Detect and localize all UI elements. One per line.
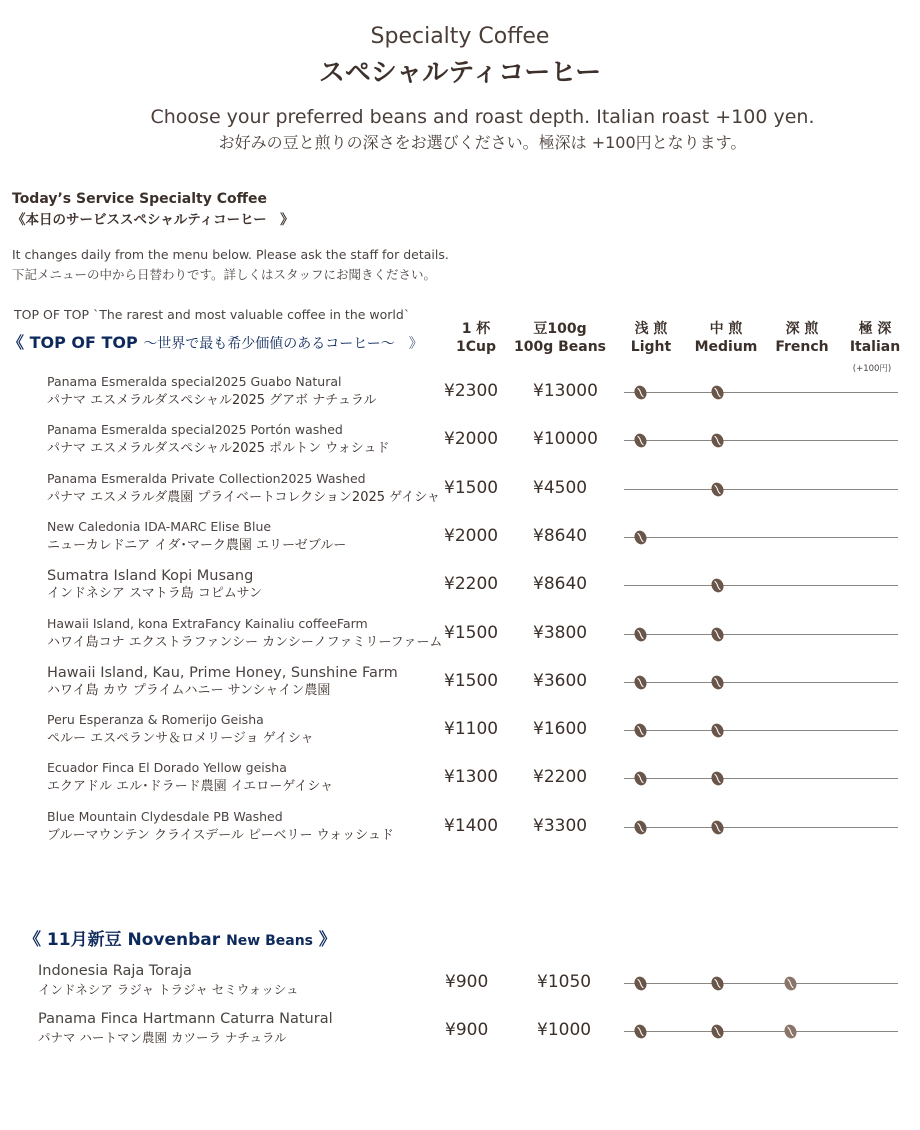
top-title-en: TOP OF TOP `The rarest and most valuable coffee in the world` <box>14 307 411 322</box>
item-price-beans: ¥8640 <box>533 526 588 546</box>
item-price-beans: ¥2200 <box>533 767 588 787</box>
item-price-cup: ¥1400 <box>444 816 499 836</box>
col-cup <box>448 320 504 356</box>
col-french <box>772 320 832 356</box>
item-price-cup: ¥1500 <box>444 671 499 691</box>
coffee-bean-icon <box>634 723 647 738</box>
col-light <box>622 320 680 356</box>
subtitle-jp: お好みの豆と煎りの深さをお選びください。極深は +100円となります。 <box>218 133 747 152</box>
col-italian-en: Italian <box>849 339 901 355</box>
col-cup-en: 1Cup <box>455 339 496 355</box>
top-title-main: 《 TOP OF TOP <box>8 333 138 352</box>
item-name-jp: ブルーマウンテン クライスデール ピーベリー ウォッシュド <box>47 828 394 843</box>
col-italian <box>845 320 905 356</box>
item-roast-line <box>624 537 898 538</box>
item-price-cup: ¥2300 <box>444 381 499 401</box>
coffee-bean-icon <box>634 1024 647 1039</box>
new-beans-title-small: New Beans <box>226 933 313 949</box>
item-name-jp: ニューカレドニア イダ･マーク農園 エリーゼブルー <box>47 538 347 553</box>
item-name-en: New Caledonia IDA-MARC Elise Blue <box>47 519 272 534</box>
item-name-en: Hawaii Island, Kau, Prime Honey, Sunshine Farm <box>47 665 398 681</box>
item-price-cup: ¥2200 <box>444 574 499 594</box>
item-price-beans: ¥13000 <box>533 381 598 401</box>
coffee-bean-icon <box>711 385 724 400</box>
item-name-en: Blue Mountain Clydesdale PB Washed <box>47 809 283 824</box>
item-price-cup: ¥1300 <box>444 767 499 787</box>
item-name-en: Panama Esmeralda special2025 Guabo Natural <box>47 374 342 389</box>
coffee-bean-icon <box>634 627 647 642</box>
item-name-jp: パナマ エスメラルダスペシャル2025 グアボ ナチュラル <box>47 393 377 408</box>
new-bean-roast-line <box>624 1031 898 1032</box>
col-italian-note: (+100円) <box>852 364 892 374</box>
item-name-jp: エクアドル エル･ドラード農園 イエローゲイシャ <box>47 779 334 794</box>
item-price-beans: ¥3300 <box>533 816 588 836</box>
item-name-en: Panama Esmeralda Private Collection2025 Washed <box>47 471 366 486</box>
col-cup-jp: 1 杯 <box>461 321 491 337</box>
item-price-beans: ¥1600 <box>533 719 588 739</box>
coffee-bean-icon <box>634 385 647 400</box>
new-bean-name-jp: インドネシア ラジャ トラジャ セミウォッシュ <box>38 982 299 997</box>
coffee-bean-icon <box>711 433 724 448</box>
section-title-jp: 《本日のサービススペシャルティコーヒー 》 <box>12 212 294 228</box>
col-light-en: Light <box>630 339 672 355</box>
item-price-beans: ¥3600 <box>533 671 588 691</box>
new-beans-title-main: 《 11月新豆 Novenbar <box>24 930 221 950</box>
coffee-bean-icon <box>711 1024 724 1039</box>
section-title-en: Today’s Service Specialty Coffee <box>12 191 267 207</box>
item-name-jp: ペルー エスペランサ＆ロメリージョ ゲイシャ <box>47 731 314 746</box>
item-roast-line <box>624 489 898 490</box>
coffee-bean-icon <box>711 578 724 593</box>
item-name-jp: ハワイ島コナ エクストラファンシー カンシーノファミリーファーム <box>47 635 443 650</box>
item-name-jp: パナマ エスメラルダ農園 プライベートコレクション2025 ゲイシャ <box>47 490 440 505</box>
coffee-bean-icon <box>634 976 647 991</box>
section-note-jp: 下記メニューの中から日替わりです。詳しくはスタッフにお聞きください。 <box>12 267 437 282</box>
coffee-bean-icon <box>784 1024 797 1039</box>
title-jp: スペシャルティコーヒー <box>318 58 602 88</box>
section-note-en: It changes daily from the menu below. Please ask the staff for details. <box>12 247 449 262</box>
item-price-beans: ¥10000 <box>533 429 598 449</box>
coffee-bean-icon <box>711 771 724 786</box>
item-roast-line <box>624 682 898 683</box>
top-title-rest: 〜世界で最も希少価値のあるコーヒー〜 》 <box>143 336 423 352</box>
new-bean-price-beans: ¥1000 <box>537 1020 592 1040</box>
col-beans-jp: 豆100g <box>533 321 587 337</box>
coffee-bean-icon <box>634 771 647 786</box>
col-italian-jp: 極 深 <box>858 321 892 337</box>
coffee-bean-icon <box>634 675 647 690</box>
coffee-bean-icon <box>711 627 724 642</box>
item-name-jp: インドネシア スマトラ島 コピムサン <box>47 586 262 601</box>
coffee-bean-icon <box>711 675 724 690</box>
top-title-jp <box>8 330 423 353</box>
item-price-beans: ¥3800 <box>533 623 588 643</box>
new-beans-title-end: 》 <box>318 930 336 950</box>
item-roast-line <box>624 827 898 828</box>
item-price-cup: ¥2000 <box>444 429 499 449</box>
item-name-jp: ハワイ島 カウ プライムハニー サンシャイン農園 <box>47 683 331 698</box>
item-price-cup: ¥1500 <box>444 478 499 498</box>
subtitle-en: Choose your preferred beans and roast depth. Italian roast +100 yen. <box>150 106 815 128</box>
col-medium-jp: 中 煎 <box>709 321 743 337</box>
item-roast-line <box>624 585 898 586</box>
coffee-bean-icon <box>634 530 647 545</box>
item-name-en: Hawaii Island, kona ExtraFancy Kainaliu coffeeFarm <box>47 616 368 631</box>
coffee-bean-icon <box>711 723 724 738</box>
col-french-en: French <box>775 339 829 355</box>
coffee-bean-icon <box>634 820 647 835</box>
new-bean-price-cup: ¥900 <box>445 1020 489 1040</box>
item-price-beans: ¥8640 <box>533 574 588 594</box>
item-roast-line <box>624 634 898 635</box>
item-price-cup: ¥2000 <box>444 526 499 546</box>
coffee-bean-icon <box>784 976 797 991</box>
new-bean-roast-line <box>624 983 898 984</box>
col-medium <box>694 320 758 356</box>
item-name-en: Sumatra Island Kopi Musang <box>47 568 254 584</box>
item-roast-line <box>624 440 898 441</box>
item-name-en: Peru Esperanza & Romerijo Geisha <box>47 712 264 727</box>
coffee-bean-icon <box>634 433 647 448</box>
col-beans-en: 100g Beans <box>513 339 607 355</box>
item-roast-line <box>624 778 898 779</box>
item-price-beans: ¥4500 <box>533 478 588 498</box>
title-en: Specialty Coffee <box>370 24 550 49</box>
col-french-jp: 深 煎 <box>785 321 819 337</box>
new-bean-name-en: Panama Finca Hartmann Caturra Natural <box>38 1011 333 1027</box>
new-beans-title <box>24 925 336 950</box>
item-name-en: Panama Esmeralda special2025 Portón washed <box>47 422 343 437</box>
item-roast-line <box>624 392 898 393</box>
item-price-cup: ¥1100 <box>444 719 499 739</box>
col-medium-en: Medium <box>694 339 758 355</box>
item-name-jp: パナマ エスメラルダスペシャル2025 ポルトン ウォシュド <box>47 441 390 456</box>
coffee-bean-icon <box>711 482 724 497</box>
coffee-bean-icon <box>711 820 724 835</box>
item-name-en: Ecuador Finca El Dorado Yellow geisha <box>47 760 287 775</box>
col-light-jp: 浅 煎 <box>634 321 668 337</box>
item-roast-line <box>624 730 898 731</box>
new-bean-price-beans: ¥1050 <box>537 972 592 992</box>
coffee-bean-icon <box>711 976 724 991</box>
new-bean-name-en: Indonesia Raja Toraja <box>38 963 192 979</box>
new-bean-name-jp: パナマ ハートマン農園 カツーラ ナチュラル <box>38 1030 287 1045</box>
col-beans <box>510 320 610 356</box>
item-price-cup: ¥1500 <box>444 623 499 643</box>
new-bean-price-cup: ¥900 <box>445 972 489 992</box>
